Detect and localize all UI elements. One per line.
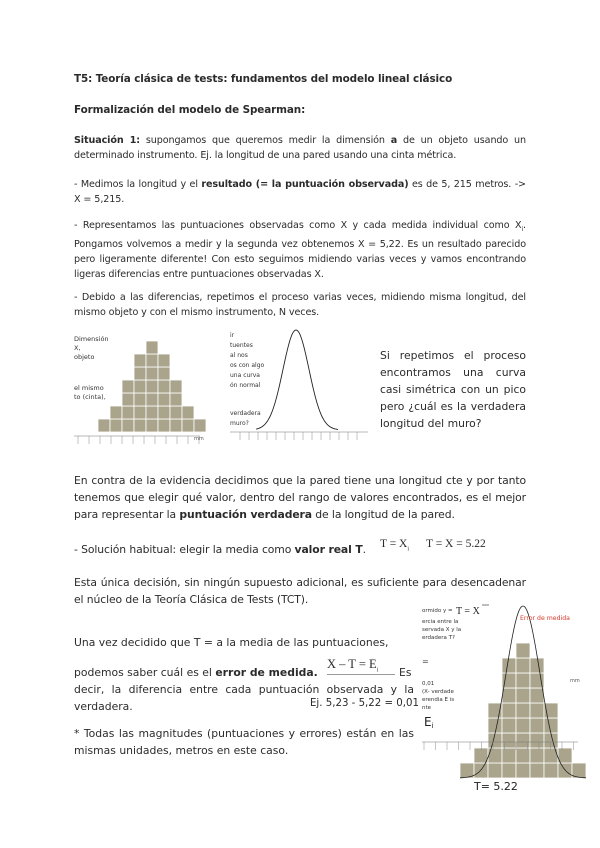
error-histogram-block [516, 688, 530, 703]
fig3-ei: Ei [424, 715, 434, 730]
fig3-mid-0: 0,01 [422, 681, 435, 687]
histogram-block [146, 393, 158, 406]
observed-score-term: resultado (= la puntuación observada) [201, 179, 409, 190]
fig2-label-5: ón normal [230, 382, 261, 389]
error-histogram-block [488, 718, 502, 733]
histogram-block [146, 341, 158, 354]
error-histogram-block [488, 763, 502, 778]
xi-subscript: i [521, 225, 524, 233]
error-histogram-bars [460, 643, 586, 778]
error-histogram-block [530, 718, 544, 733]
formula-ei-sub: i [376, 667, 379, 674]
fig1-label-4: to (cinta), [74, 393, 106, 401]
error-histogram-block [502, 763, 516, 778]
histogram-block [134, 367, 146, 380]
histogram-block [170, 380, 182, 393]
histogram-block [122, 393, 134, 406]
fig3-eq: = [422, 657, 429, 666]
formula-underline [327, 674, 395, 675]
error-histogram-block [502, 718, 516, 733]
error-histogram-block [530, 703, 544, 718]
error-histogram-block [516, 703, 530, 718]
error-histogram-block [502, 658, 516, 673]
histogram-block [134, 354, 146, 367]
side-question: Si repetimos el proceso encontramos una curva casi simétrica con un pico pero ¿cuál es la verdadera longitud del muro? [380, 349, 526, 430]
fig2-label-2: al nos [230, 352, 248, 359]
histogram-ticks [78, 436, 199, 444]
histogram-block [146, 419, 158, 432]
solution-line [74, 541, 374, 558]
histogram-block [146, 367, 158, 380]
error-histogram-block [474, 748, 488, 763]
histogram-block [122, 406, 134, 419]
fig3-line-0: ercia entre la [422, 619, 459, 625]
formula-t-value: T = X = 5.22 [426, 538, 486, 550]
solution-period: . [362, 543, 366, 556]
error-histogram-block [516, 643, 530, 658]
repeat-measure-paragraph [74, 218, 526, 282]
fig3-mid-2: erendia E is [422, 697, 455, 703]
true-score-text-1: En contra de la evidencia decidimos que la pared tiene una longitud cte y por tanto tenemos que elegir qué valor, dentro del rango de valores encontrados, es el mejor para representar la [74, 474, 526, 521]
histogram-block [158, 380, 170, 393]
histogram-block [122, 380, 134, 393]
histogram-block [182, 419, 194, 432]
fig3-line-2: erdadera T? [422, 635, 455, 641]
error-histogram-block [558, 748, 572, 763]
fig1-axis-end: mm [194, 436, 204, 442]
fig2-label-7: muro? [230, 420, 249, 427]
error-histogram-block [502, 733, 516, 748]
fig3-line-1: servada X y la [422, 627, 462, 633]
histogram-block [158, 354, 170, 367]
fig3-caption: T= 5.22 [474, 780, 518, 793]
error-histogram-block [516, 718, 530, 733]
situation-text-2: de un objeto usando un determinado instrumento. Ej. la longitud de una pared usando una cinta métrica. [74, 135, 526, 161]
error-histogram-block [516, 763, 530, 778]
histogram-block [170, 419, 182, 432]
fig2-label-3: os con algo [230, 362, 265, 369]
difference-paragraph: decir, la diferencia entre cada puntuación observada y la verdadera. [74, 683, 414, 713]
situation-1-paragraph [74, 133, 526, 163]
situation-text-1: supongamos que queremos medir la dimensión [140, 135, 391, 146]
histogram-block [158, 367, 170, 380]
error-histogram-block [530, 733, 544, 748]
dimension-a: a [390, 135, 398, 146]
error-histogram-block [544, 718, 558, 733]
histogram-block [122, 419, 134, 432]
histogram-block [134, 419, 146, 432]
fig1-label-1: X, [74, 344, 81, 352]
section-subtitle: Formalización del modelo de Spearman: [74, 104, 306, 116]
repeat-text-2: . Pongamos volvemos a medir y la segunda vez obtenemos X = 5,22. Es un resultado parecido pero ligeramente diferente! Con esto seguimos midiendo varias veces y vamos encontrando ligeras diferencias entre puntuaciones observadas X. [74, 220, 526, 280]
example-calc: Ej. 5,23 - 5,22 = 0,01 [310, 698, 419, 709]
histogram-block [194, 419, 206, 432]
fig1-label-0: Dimensión [74, 335, 109, 343]
fig3-mid-3: nte [422, 705, 432, 711]
true-score-text-2: de la longitud de la pared. [311, 508, 455, 521]
true-score-term: puntuación verdadera [179, 508, 312, 521]
error-text-1: podemos saber cuál es el [74, 666, 216, 679]
error-histogram-block [502, 688, 516, 703]
error-histogram-block [516, 733, 530, 748]
error-figure [420, 602, 586, 798]
fig3-axis-end: mm [570, 678, 580, 684]
error-histogram-block [516, 748, 530, 763]
histogram-block [182, 406, 194, 419]
histogram-block [146, 354, 158, 367]
error-histogram-block [474, 763, 488, 778]
formula-xi-sub: i [407, 546, 410, 553]
histogram-block [158, 406, 170, 419]
error-formula [327, 657, 378, 674]
error-histogram-block [530, 658, 544, 673]
situation-label: Situación 1: [74, 135, 141, 146]
error-histogram-block [544, 763, 558, 778]
histogram-figure [72, 328, 212, 448]
measurement-text-2: es de 5, 215 metros. -> X = 5,215. [74, 179, 526, 205]
fig1-label-2: objeto [74, 353, 95, 361]
error-histogram-block [530, 748, 544, 763]
solution-text: - Solución habitual: elegir la media como [74, 543, 295, 556]
error-histogram-block [502, 748, 516, 763]
histogram-block [170, 406, 182, 419]
differences-paragraph: - Debido a las diferencias, repetimos el proceso varias veces, midiendo misma longitud, del mismo objeto y con el mismo instrumento, N veces. [74, 292, 526, 318]
histogram-block [158, 419, 170, 432]
histogram-block [98, 419, 110, 432]
measurement-text-1: - Medimos la longitud y el [74, 179, 202, 190]
histogram-bars [98, 341, 206, 432]
histogram-block [134, 380, 146, 393]
fig3-error-label: Error de medida [520, 615, 570, 622]
fig3-formula: T = X [456, 606, 480, 617]
error-histogram-block [516, 673, 530, 688]
error-histogram-block [544, 748, 558, 763]
histogram-block [146, 406, 158, 419]
fig3-label-top: ormido y = [422, 608, 453, 614]
formula-t-eq-xi: T = X [380, 538, 408, 550]
histogram-block [158, 393, 170, 406]
histogram-block [134, 406, 146, 419]
fig2-label-6: verdadera [230, 410, 261, 417]
error-histogram-block [530, 688, 544, 703]
repeat-text-1: - Representamos las puntuaciones observadas como X y cada medida individual como X [74, 220, 522, 231]
error-text-2: Es [399, 666, 412, 679]
error-histogram-block [502, 703, 516, 718]
histogram-block [134, 393, 146, 406]
error-histogram-block [488, 748, 502, 763]
mean-decided-line: Una vez decidido que T = a la media de las puntuaciones, [74, 636, 389, 649]
error-term: error de medida. [215, 666, 318, 679]
fig1-label-3: el mismo [74, 384, 104, 392]
tct-paragraph: Esta única decisión, sin ningún supuesto adicional, es suficiente para desencadenar el núcleo de la Teoría Clásica de Tests (TCT). [74, 576, 526, 606]
fig2-label-4: una curva [230, 372, 260, 379]
histogram-block [110, 419, 122, 432]
measurement-paragraph [74, 177, 526, 207]
fig3-mid-1: (X- verdade [422, 689, 454, 695]
fig2-label-0: ir [230, 332, 235, 339]
histogram-block [170, 393, 182, 406]
error-histogram-block [516, 658, 530, 673]
histogram-block [146, 380, 158, 393]
formula-mean [380, 538, 409, 552]
true-score-paragraph [74, 472, 526, 523]
normal-curve-figure [226, 326, 372, 450]
error-histogram-block [530, 763, 544, 778]
formula-x-minus-t: X – T = E [327, 657, 377, 671]
fig2-label-1: tuentes [230, 342, 253, 349]
histogram-block [110, 406, 122, 419]
units-note: * Todas las magnitudes (puntuaciones y errores) están en las mismas unidades, metros en este caso. [74, 727, 414, 757]
real-value-term: valor real T [294, 543, 363, 556]
error-histogram-block [558, 763, 572, 778]
document-title: T5: Teoría clásica de tests: fundamentos del modelo lineal clásico [74, 73, 453, 85]
